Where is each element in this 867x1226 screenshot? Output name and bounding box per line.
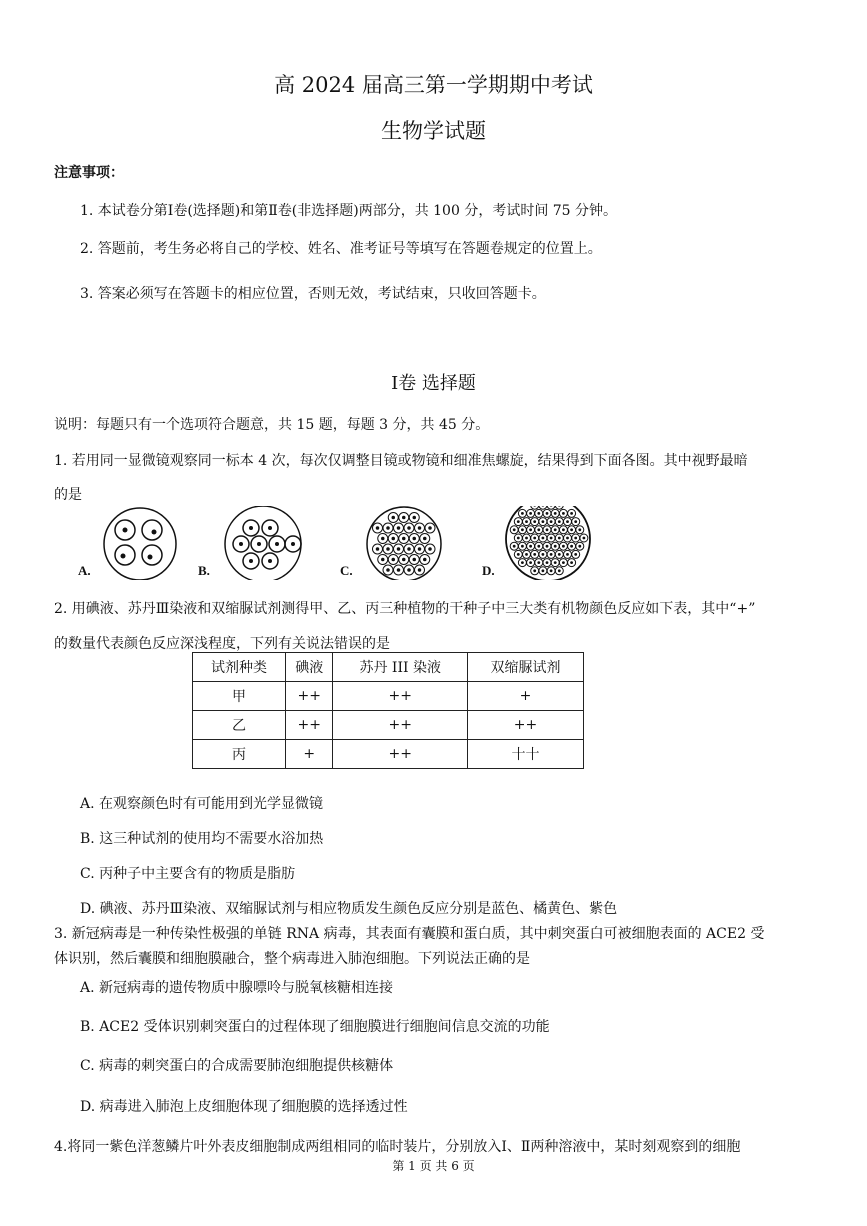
microscope-figures (76, 506, 796, 580)
cell-nucleus (397, 568, 401, 572)
cell-nucleus (554, 545, 557, 548)
cell-nucleus (566, 553, 569, 556)
cell-nucleus (423, 537, 427, 541)
cell-nucleus (566, 537, 569, 540)
cell-nucleus (529, 561, 532, 564)
cell-nucleus (546, 545, 549, 548)
figure-label-b: B. (198, 563, 210, 578)
cell-nucleus (570, 512, 573, 515)
cell-nucleus (407, 568, 411, 572)
cell-nucleus (413, 558, 417, 562)
table-cell: 十十 (468, 740, 584, 769)
cell-nucleus (381, 558, 385, 562)
cell-nucleus (376, 547, 380, 551)
cell-nucleus (517, 553, 520, 556)
cell-nucleus (423, 558, 427, 562)
cell-nucleus (562, 545, 565, 548)
cell-nucleus (550, 569, 553, 572)
option-d: D. 碘液、苏丹Ⅲ染液、双缩脲试剂与相应物质发生颜色反应分别是蓝色、橘黄色、紫色 (80, 901, 618, 917)
cell-nucleus (542, 569, 545, 572)
cell-nucleus (529, 545, 532, 548)
cell-nucleus (537, 545, 540, 548)
option-a: A. 在观察颜色时有可能用到光学显微镜 (80, 796, 324, 812)
cell-nucleus (537, 528, 540, 531)
cell-nucleus (381, 537, 385, 541)
cell-nucleus (574, 537, 577, 540)
section-title: Ⅰ卷 选择题 (391, 373, 476, 394)
cell-nucleus (418, 547, 422, 551)
table-header-cell: 双缩脲试剂 (468, 653, 584, 682)
table-header-row (193, 653, 584, 682)
cell-nucleus (386, 547, 390, 551)
figure-d-view (506, 506, 590, 580)
cell-nucleus (554, 512, 557, 515)
question-3-text: 3. 新冠病毒是一种传染性极强的单链 RNA 病毒，其表面有囊膜和蛋白质，其中刺突蛋白可被细胞表面的 ACE2 受 (54, 926, 765, 942)
cell-nucleus (529, 512, 532, 515)
option-b: B. 这三种试剂的使用均不需要水浴加热 (80, 831, 324, 847)
cell-nucleus (574, 520, 577, 523)
table-cell: 甲 (193, 682, 286, 711)
page-number: 第 1 页 共 6 页 (392, 1159, 475, 1173)
cell-nucleus (562, 528, 565, 531)
cell-nucleus (546, 512, 549, 515)
cell-nucleus (402, 558, 406, 562)
cell-nucleus (413, 516, 417, 520)
cell-nucleus (562, 512, 565, 515)
cell-nucleus (542, 553, 545, 556)
cell-nucleus (529, 528, 532, 531)
reagent-table (192, 652, 584, 769)
cell-nucleus (558, 553, 561, 556)
cell-nucleus (521, 561, 524, 564)
cell-nucleus (550, 520, 553, 523)
cell-nucleus (397, 526, 401, 530)
notice-item: 3. 答案必须写在答题卡的相应位置，否则无效，考试结束，只收回答题卡。 (80, 286, 546, 302)
cell-nucleus (566, 520, 569, 523)
cell-nucleus (554, 528, 557, 531)
cell-nucleus (558, 537, 561, 540)
cell-nucleus (517, 520, 520, 523)
option-d: D. 病毒进入肺泡上皮细胞体现了细胞膜的选择透过性 (80, 1099, 408, 1115)
table-row (193, 682, 584, 711)
notice-heading: 注意事项： (54, 165, 124, 181)
cell-nucleus (550, 506, 553, 507)
cell-nucleus (525, 537, 528, 540)
notice-item: 2. 答题前，考生务必将自己的学校、姓名、准考证号等填写在答题卷规定的位置上。 (80, 241, 602, 257)
table-cell: ++ (286, 711, 333, 740)
option-b: B. ACE2 受体识别刺突蛋白的过程体现了细胞膜进行细胞间信息交流的功能 (80, 1019, 550, 1035)
cell-nucleus (554, 561, 557, 564)
table-cell: ++ (468, 711, 584, 740)
cell-nucleus (392, 516, 396, 520)
question-3-text-cont: 体识别，然后囊膜和细胞膜融合，整个病毒进入肺泡细胞。下列说法正确的是 (54, 951, 530, 967)
table-cell: ++ (333, 682, 468, 711)
cell-nucleus (558, 520, 561, 523)
question-1-text-cont: 的是 (54, 487, 82, 503)
cell-nucleus (418, 526, 422, 530)
cell-nucleus (562, 561, 565, 564)
cell-nucleus (542, 506, 545, 507)
table-cell: ++ (286, 682, 333, 711)
cell-nucleus (521, 545, 524, 548)
figure-label-a: A. (78, 563, 91, 578)
cell-nucleus (533, 569, 536, 572)
cell-nucleus (570, 545, 573, 548)
question-1-text: 1. 若用同一显微镜观察同一标本 4 次，每次仅调整目镜或物镜和细准焦螺旋，结果得到下面各图。其中视野最暗 (54, 453, 748, 469)
cell-nucleus (392, 537, 396, 541)
cell-nucleus (550, 553, 553, 556)
cell-nucleus (386, 526, 390, 530)
table-cell: ++ (333, 740, 468, 769)
table-row (193, 711, 584, 740)
cell-nucleus (537, 512, 540, 515)
cell-nucleus (513, 528, 516, 531)
cell-nucleus (550, 537, 553, 540)
figure-b-view (225, 506, 301, 580)
cell-nucleus (428, 526, 432, 530)
cell-nucleus (428, 547, 432, 551)
option-c: C. 病毒的刺突蛋白的合成需要肺泡细胞提供核糖体 (80, 1058, 394, 1074)
cell-nucleus (533, 537, 536, 540)
cell-nucleus (537, 561, 540, 564)
table-cell: 乙 (193, 711, 286, 740)
cell-nucleus (407, 526, 411, 530)
question-2-text: 2. 用碘液、苏丹Ⅲ染液和双缩脲试剂测得甲、乙、丙三种植物的干种子中三大类有机物颜色反应如下表，其中“+” (54, 601, 756, 617)
cell-nucleus (542, 537, 545, 540)
cell-nucleus (402, 516, 406, 520)
cell-nucleus (558, 569, 561, 572)
cell-nucleus (525, 553, 528, 556)
cell-nucleus (570, 561, 573, 564)
cell-nucleus (558, 506, 561, 507)
cell-nucleus (392, 558, 396, 562)
cell-nucleus (413, 537, 417, 541)
cell-nucleus (546, 561, 549, 564)
cell-nucleus (574, 553, 577, 556)
cell-nucleus (513, 545, 516, 548)
figure-label-d: D. (482, 563, 495, 578)
question-2-text-cont: 的数量代表颜色反应深浅程度，下列有关说法错误的是 (54, 636, 390, 652)
table-header-cell: 试剂种类 (193, 653, 286, 682)
option-c: C. 丙种子中主要含有的物质是脂肪 (80, 866, 296, 882)
cell-nucleus (376, 526, 380, 530)
cell-nucleus (402, 537, 406, 541)
cell-nucleus (533, 553, 536, 556)
cell-nucleus (546, 528, 549, 531)
cell-nucleus (521, 512, 524, 515)
subject-title: 生物学试题 (381, 119, 486, 143)
figure-label-c: C. (340, 563, 353, 578)
cell-nucleus (418, 568, 422, 572)
cell-nucleus (386, 568, 390, 572)
table-cell: + (286, 740, 333, 769)
cell-nucleus (578, 528, 581, 531)
table-header-cell: 苏丹 III 染液 (333, 653, 468, 682)
cell-nucleus (533, 520, 536, 523)
cell-nucleus (517, 537, 520, 540)
cell-nucleus (525, 520, 528, 523)
table-cell: + (468, 682, 584, 711)
figure-c-view (367, 507, 441, 580)
notice-item: 1. 本试卷分第Ⅰ卷(选择题)和第Ⅱ卷(非选择题)两部分，共 100 分，考试时间 75 分钟。 (80, 203, 618, 219)
section-instructions: 说明：每题只有一个选项符合题意，共 15 题，每题 3 分，共 45 分。 (54, 417, 490, 433)
cell-nucleus (407, 547, 411, 551)
table-row (193, 740, 584, 769)
microscope-views-svg (76, 506, 796, 580)
cell-nucleus (542, 520, 545, 523)
cell-nucleus (533, 506, 536, 507)
table-cell: ++ (333, 711, 468, 740)
cell-nucleus (397, 547, 401, 551)
table-cell: 丙 (193, 740, 286, 769)
cell-nucleus (570, 528, 573, 531)
cell-nucleus (521, 528, 524, 531)
cell-nucleus (583, 537, 586, 540)
cell-nucleus (578, 545, 581, 548)
table-header-cell: 碘液 (286, 653, 333, 682)
question-4-text: 4.将同一紫色洋葱鳞片叶外表皮细胞制成两组相同的临时装片，分别放入Ⅰ、Ⅱ两种溶液中，某时刻观察到的细胞 (54, 1139, 741, 1155)
exam-title: 高 2024 届高三第一学期期中考试 (274, 73, 593, 97)
figure-a-view (104, 508, 176, 580)
option-a: A. 新冠病毒的遗传物质中腺嘌呤与脱氧核糖相连接 (80, 980, 394, 996)
